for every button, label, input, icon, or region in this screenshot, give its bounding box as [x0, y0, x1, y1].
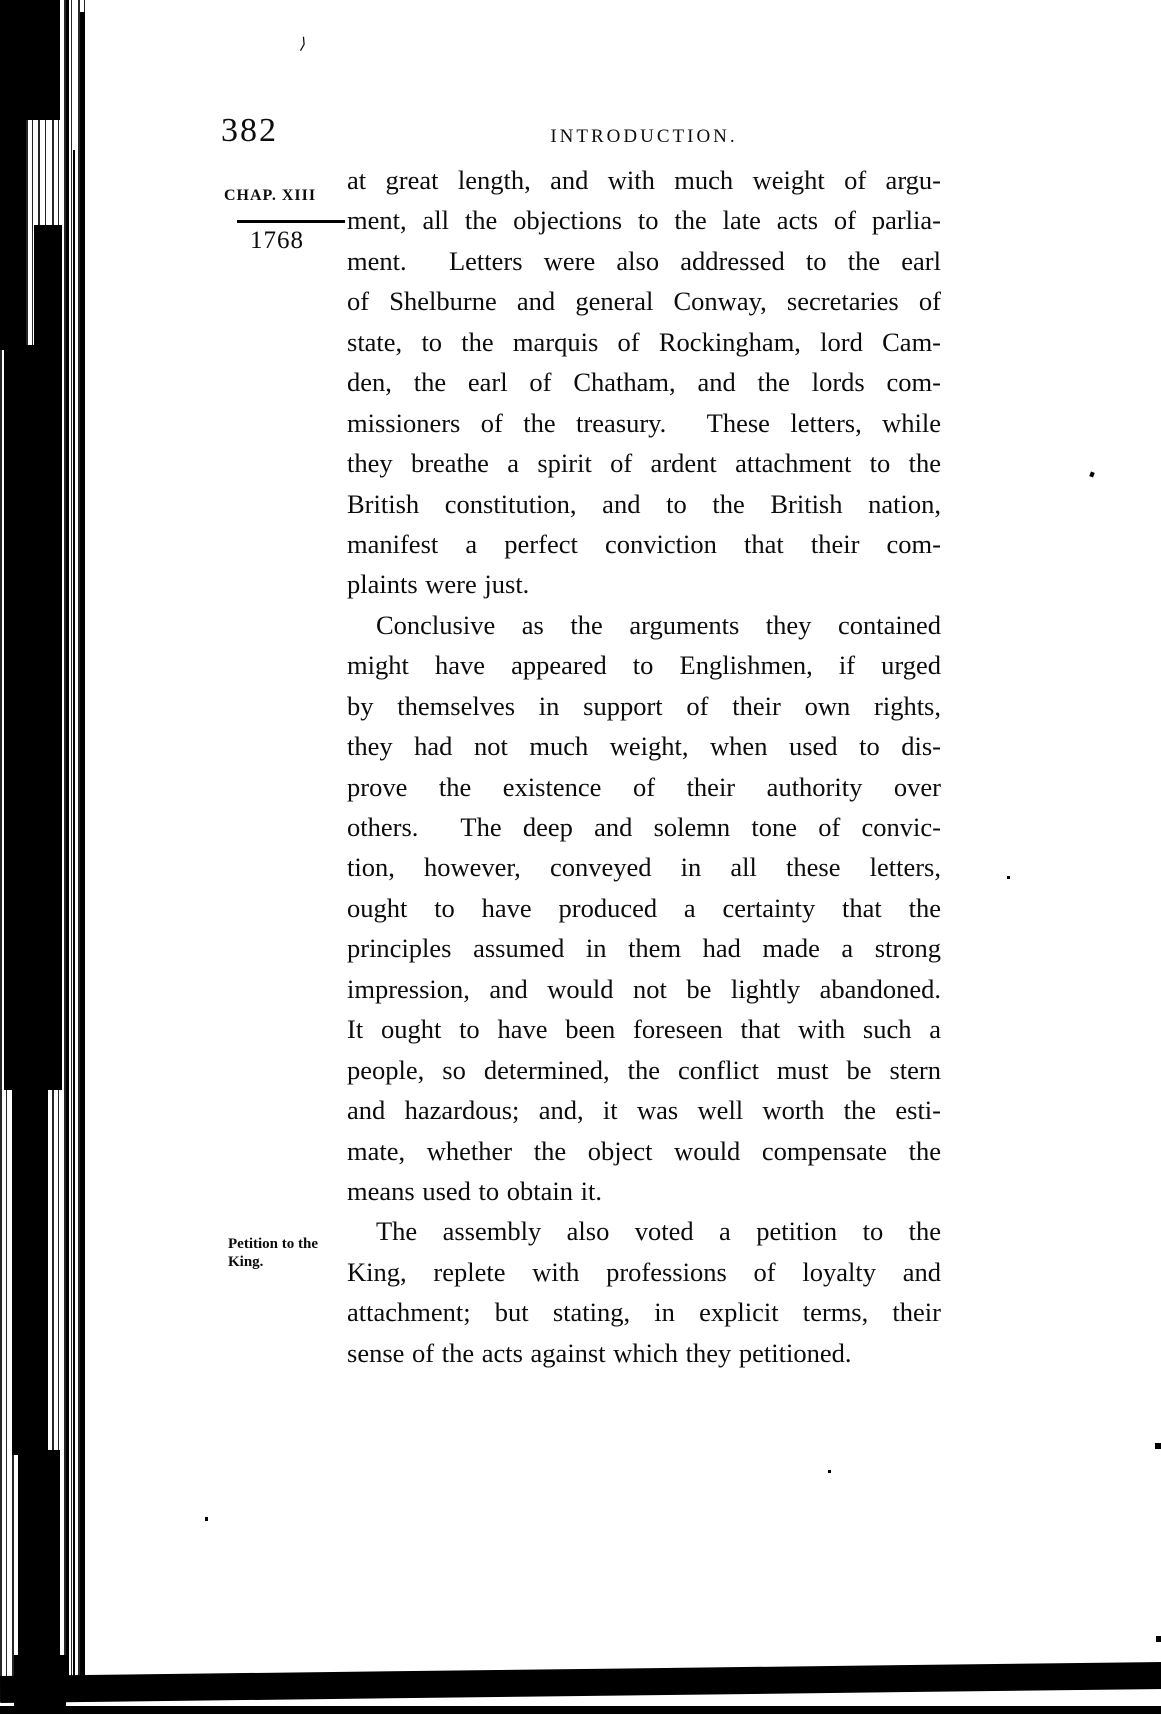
- scan-speck: [828, 1470, 831, 1473]
- binding-blob: [0, 0, 60, 120]
- stray-ink-mark: ⟩: [298, 35, 308, 54]
- scan-speck: [205, 1517, 208, 1521]
- body-line: state, to the marquis of Rockingham, lord Cam-: [347, 326, 941, 357]
- body-line: den, the earl of Chatham, and the lords com-: [347, 367, 941, 398]
- body-line: of Shelburne and general Conway, secretaries of: [347, 286, 941, 317]
- scan-speck: [1007, 876, 1010, 879]
- body-line: prove the existence of their authority over: [347, 771, 941, 802]
- margin-year-label: 1768: [250, 227, 304, 254]
- bottom-scan-band-thin: [0, 1706, 1161, 1714]
- body-line: people, so determined, the conflict must be stern: [347, 1054, 941, 1085]
- body-line: by themselves in support of their own rights,: [347, 690, 941, 721]
- scan-speck: [1155, 1443, 1161, 1449]
- margin-chapter-label: CHAP. XIII: [224, 187, 317, 204]
- body-line: and hazardous; and, it was well worth the esti-: [347, 1095, 941, 1126]
- body-line: It ought to have been foreseen that with such a: [347, 1014, 941, 1045]
- binding-line: [66, 0, 69, 1700]
- body-line: sense of the acts against which they petitioned.: [347, 1337, 852, 1368]
- body-line: tion, however, conveyed in all these letters,: [347, 852, 941, 883]
- scan-speck: [1156, 1636, 1161, 1642]
- body-line: British constitution, and to the British nation,: [347, 488, 941, 519]
- body-line: manifest a perfect conviction that their com-: [347, 528, 941, 559]
- page-number: 382: [221, 112, 278, 149]
- body-line: they had not much weight, when used to dis-: [347, 731, 941, 762]
- body-line: others. The deep and solemn tone of convic-: [347, 812, 941, 842]
- binding-line: [73, 150, 75, 1695]
- body-line: Conclusive as the arguments they contained: [376, 609, 941, 640]
- body-line: attachment; but stating, in explicit terms, their: [347, 1297, 941, 1328]
- body-line: ment. Letters were also addressed to the earl: [347, 245, 941, 276]
- body-line: principles assumed in them had made a strong: [347, 933, 941, 964]
- bottom-corner-fill: [14, 1655, 66, 1710]
- body-line: impression, and would not be lightly abandoned.: [347, 973, 941, 1004]
- body-line: ment, all the objections to the late acts of parlia-: [347, 205, 941, 236]
- body-line: ought to have produced a certainty that the: [347, 892, 941, 923]
- margin-note-petition: Petition to the King.: [228, 1236, 318, 1270]
- body-line: they breathe a spirit of ardent attachment to the: [347, 448, 941, 479]
- margin-rule: [237, 220, 345, 223]
- binding-blob: [0, 118, 26, 350]
- body-line: might have appeared to Englishmen, if urged: [347, 650, 941, 681]
- body-line: King, replete with professions of loyalty and: [347, 1256, 941, 1287]
- binding-blob: [12, 1085, 48, 1455]
- bottom-scan-band: [0, 1662, 1161, 1703]
- body-line: plaints were just.: [347, 569, 530, 600]
- binding-scan-artifact: [0, 0, 95, 1710]
- body-line: The assembly also voted a petition to the: [376, 1216, 941, 1247]
- binding-blob: [34, 225, 62, 350]
- body-line: mate, whether the object would compensate the: [347, 1135, 941, 1166]
- running-header: INTRODUCTION.: [550, 126, 738, 147]
- body-line: missioners of the treasury. These letters, while: [347, 407, 941, 438]
- binding-blob: [4, 345, 62, 1090]
- body-line: means used to obtain it.: [347, 1175, 602, 1206]
- body-text: [347, 160, 941, 1373]
- body-line: at great length, and with much weight of argu-: [347, 165, 941, 195]
- binding-line: [80, 12, 85, 1700]
- scan-speck: [1089, 471, 1094, 477]
